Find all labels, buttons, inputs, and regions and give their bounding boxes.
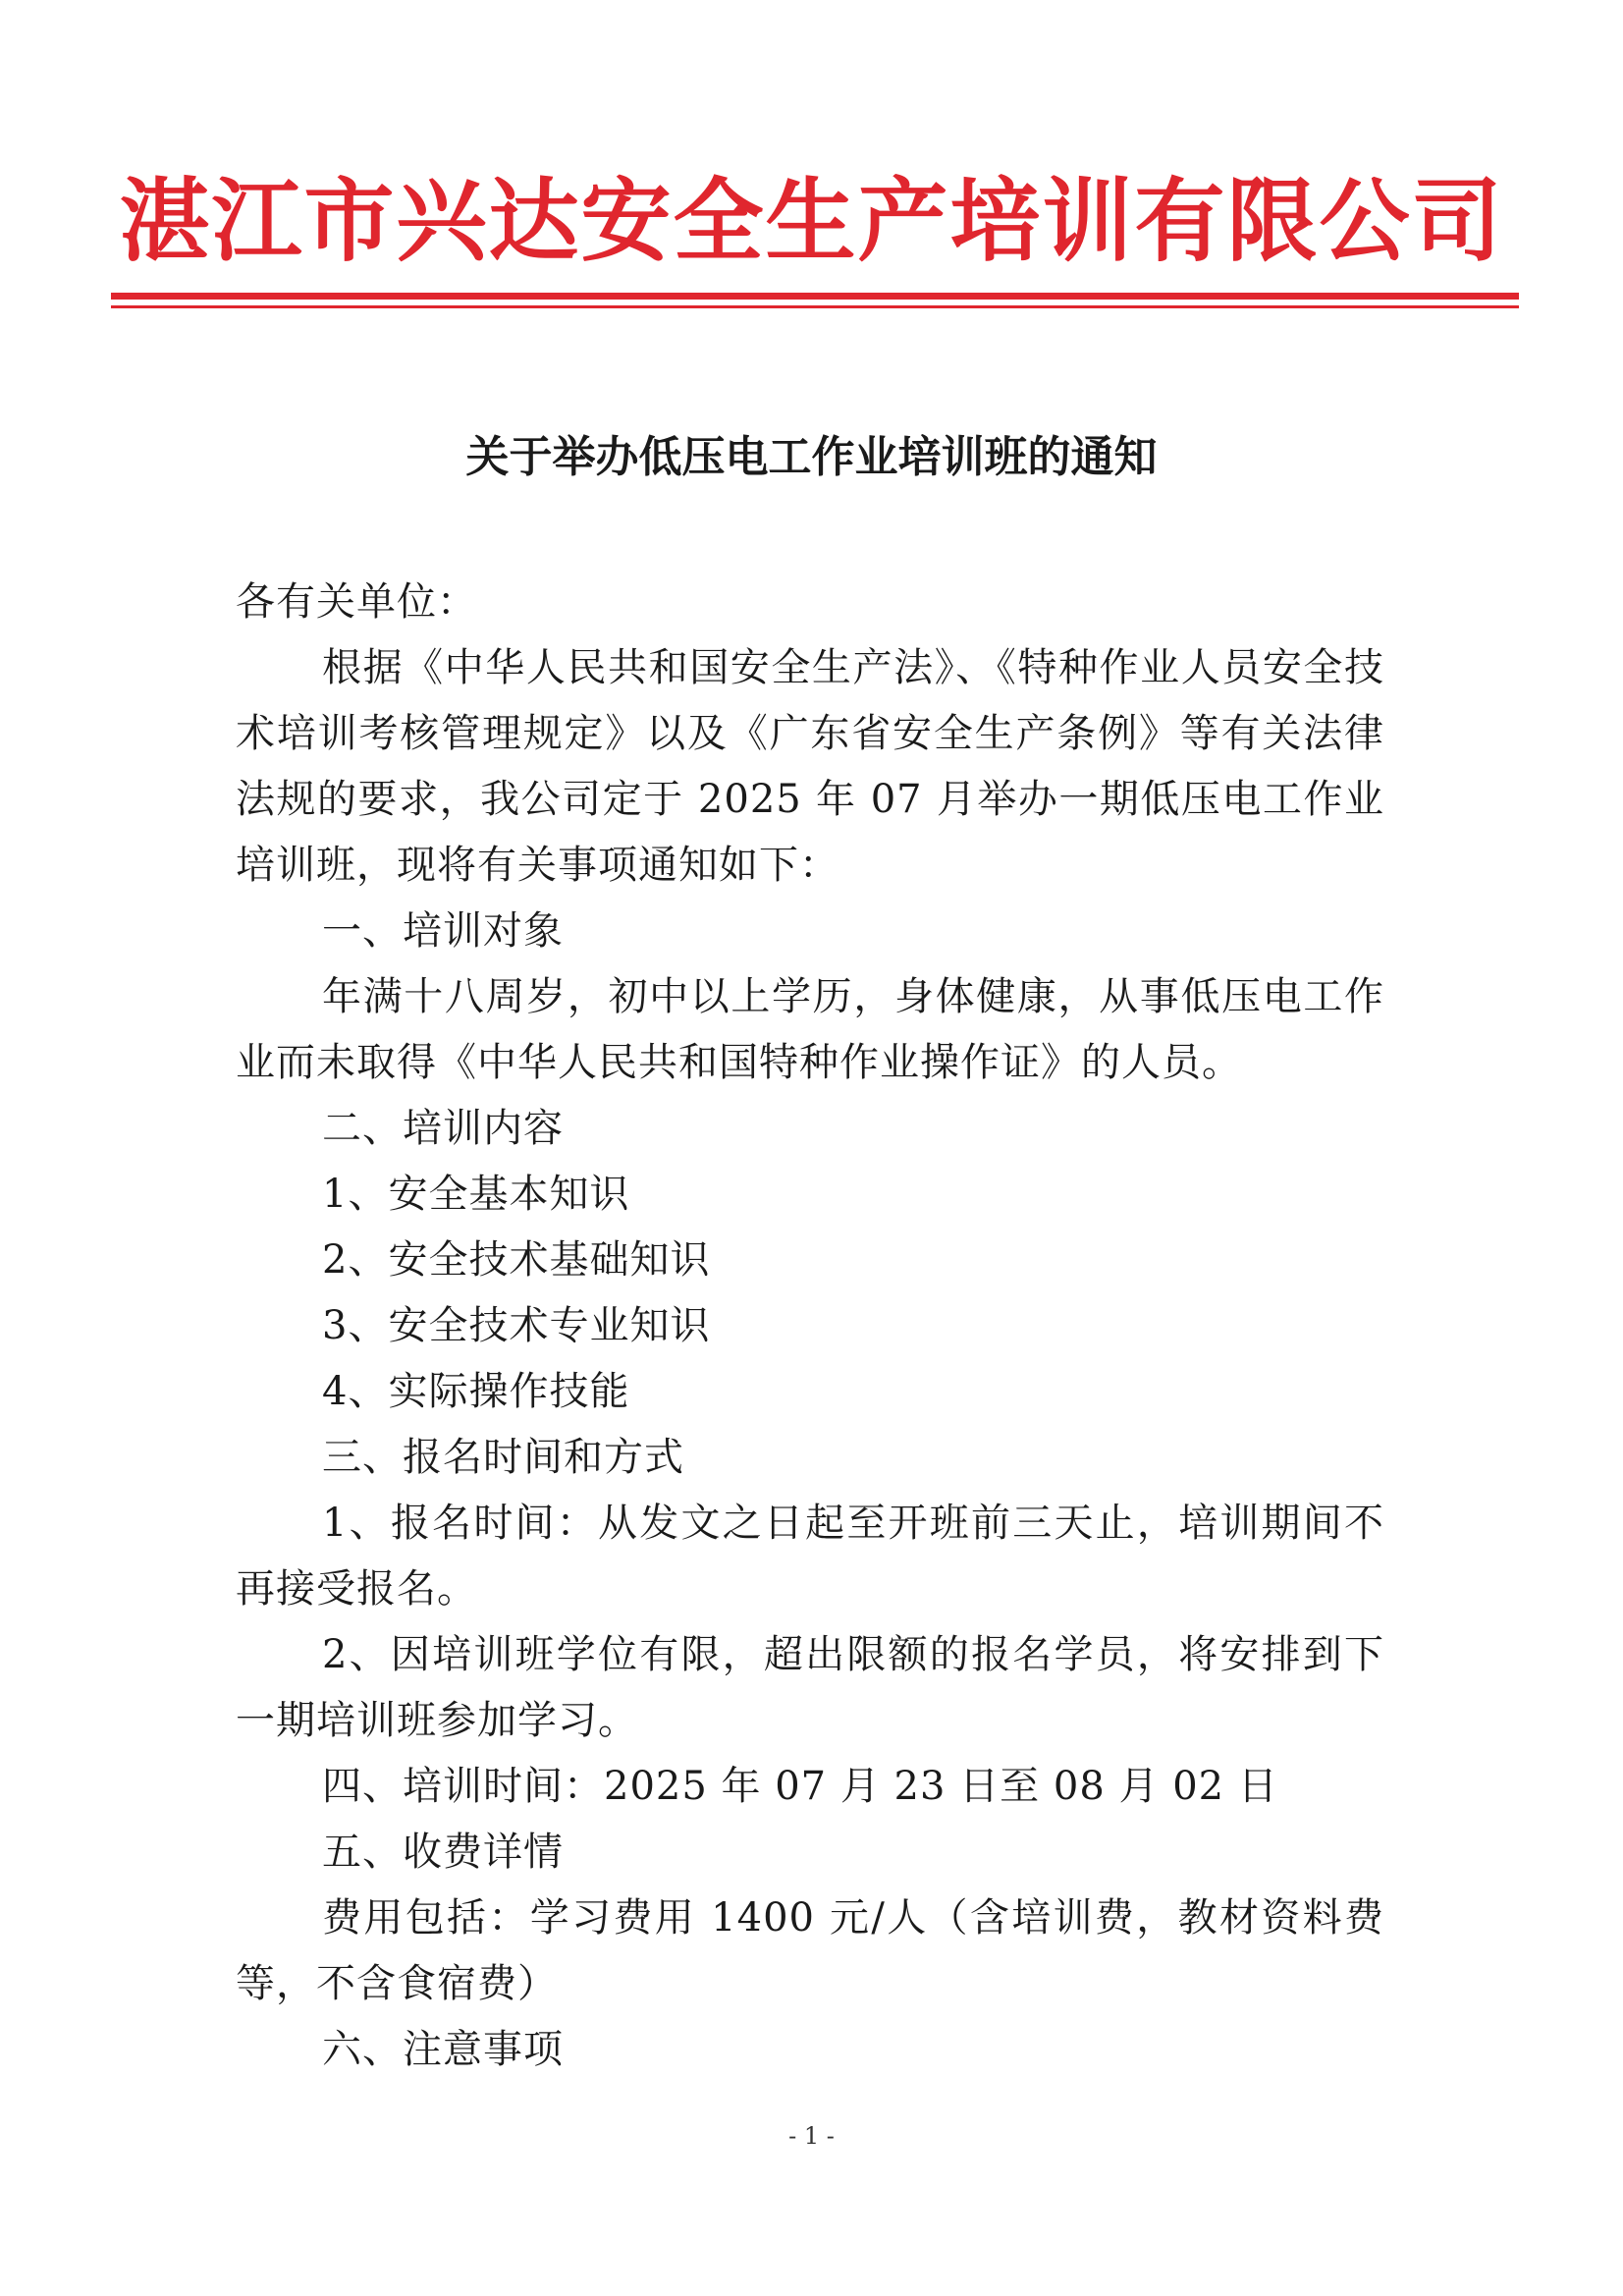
list-item: 4、实际操作技能 <box>322 1369 630 1414</box>
section-heading-training-time: 四、培训时间：2025 年 07 月 23 日至 08 月 02 日 <box>322 1764 1278 1809</box>
paragraph-target: 年满十八周岁，初中以上学历，身体健康，从事低压电工作业而未取得《中华人民共和国特种作业操作证》的人员。 <box>236 974 1384 1085</box>
letterhead-rule-thin <box>111 305 1519 308</box>
paragraph-intro: 根据《中华人民共和国安全生产法》、《特种作业人员安全技术培训考核管理规定》以及《广东省安全生产条例》等有关法律法规的要求，我公司定于 2025 年 07 月举办一期低压电工作业培训班，现将有关事项通知如下： <box>236 645 1384 888</box>
paragraph-fees: 费用包括：学习费用 1400 元/人（含培训费，教材资料费等，不含食宿费） <box>236 1895 1384 2006</box>
list-item: 1、安全基本知识 <box>322 1172 630 1217</box>
section-heading-registration: 三、报名时间和方式 <box>322 1435 684 1480</box>
letterhead-company-name: 湛江市兴达安全生产培训有限公司 <box>119 168 1504 274</box>
paragraph-registration-limit: 2、因培训班学位有限，超出限额的报名学员，将安排到下一期培训班参加学习。 <box>236 1632 1384 1743</box>
list-item: 2、安全技术基础知识 <box>322 1237 711 1283</box>
section-heading-fees: 五、收费详情 <box>322 1830 564 1875</box>
letterhead-rule-thick <box>111 293 1519 300</box>
list-item: 3、安全技术专业知识 <box>322 1303 711 1348</box>
section-heading-notes: 六、注意事项 <box>322 2027 564 2072</box>
section-heading-target: 一、培训对象 <box>322 908 564 954</box>
section-heading-content: 二、培训内容 <box>322 1106 564 1151</box>
paragraph-registration-time: 1、报名时间：从发文之日起至开班前三天止，培训期间不再接受报名。 <box>236 1501 1384 1612</box>
notice-body <box>236 570 1384 2083</box>
salutation: 各有关单位： <box>236 579 477 625</box>
notice-title: 关于举办低压电工作业培训班的通知 <box>465 432 1158 482</box>
page-number: - 1 - <box>788 2122 835 2150</box>
